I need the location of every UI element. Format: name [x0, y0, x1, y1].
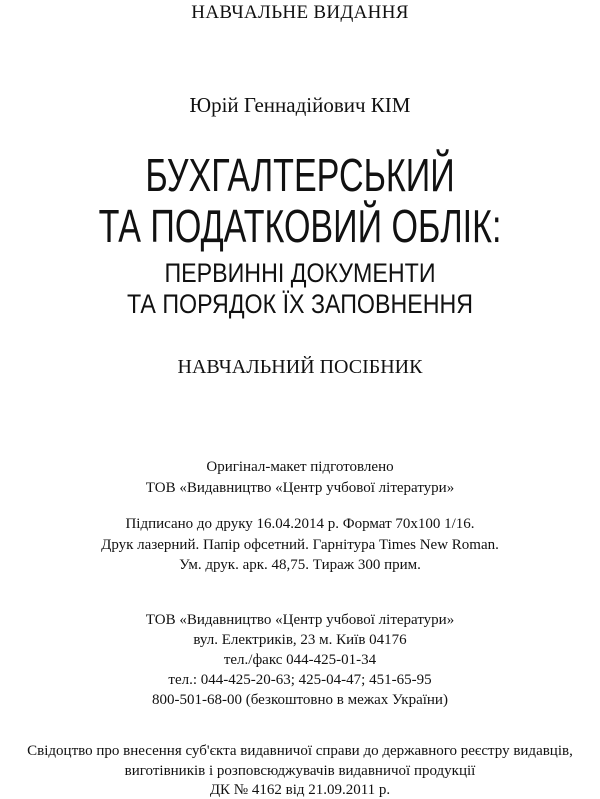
certificate-line-2: виготівників і розповсюджувачів видавничої продукції — [124, 763, 476, 779]
author-name: Юрій Геннадійович КІМ — [189, 93, 411, 117]
layout-credit-line-1: Оригінал-макет підготовлено — [206, 459, 394, 475]
print-info-line-3: Ум. друк. арк. 48,75. Тираж 300 прим. — [179, 557, 421, 573]
print-info-line-2: Друк лазерний. Папір офсетний. Гарнітура Times New Roman. — [101, 537, 499, 553]
certificate-line-1: Свідоцтво про внесення суб'єкта видавничої справи до державного реєстру видавців, — [27, 743, 573, 759]
publisher-name: ТОВ «Видавництво «Центр учбової літератури» — [145, 612, 455, 628]
book-subtitle-line-2: ТА ПОРЯДОК ЇХ ЗАПОВНЕННЯ — [126, 289, 474, 319]
book-subtitle-line-1: ПЕРВИННІ ДОКУМЕНТИ — [164, 258, 436, 288]
publisher-phones: тел.: 044-425-20-63; 425-04-47; 451-65-95 — [168, 672, 432, 688]
book-title-line-2: ТА ПОДАТКОВИЙ ОБЛІК: — [98, 200, 502, 252]
document-type: НАВЧАЛЬНИЙ ПОСІБНИК — [177, 356, 423, 378]
print-info-line-1: Підписано до друку 16.04.2014 р. Формат 70х100 1/16. — [125, 516, 475, 532]
publisher-freephone: 800-501-68-00 (безкоштовно в межах України) — [152, 692, 448, 708]
certificate-line-3: ДК № 4162 від 21.09.2011 р. — [209, 782, 391, 798]
publisher-fax: тел./факс 044-425-01-34 — [223, 652, 377, 668]
layout-credit-line-2: ТОВ «Видавництво «Центр учбової літератури» — [145, 480, 455, 496]
publisher-address: вул. Електриків, 23 м. Київ 04176 — [193, 632, 407, 648]
book-title-line-1: БУХГАЛТЕРСЬКИЙ — [145, 149, 455, 201]
series-label: НАВЧАЛЬНЕ ВИДАННЯ — [191, 2, 409, 23]
